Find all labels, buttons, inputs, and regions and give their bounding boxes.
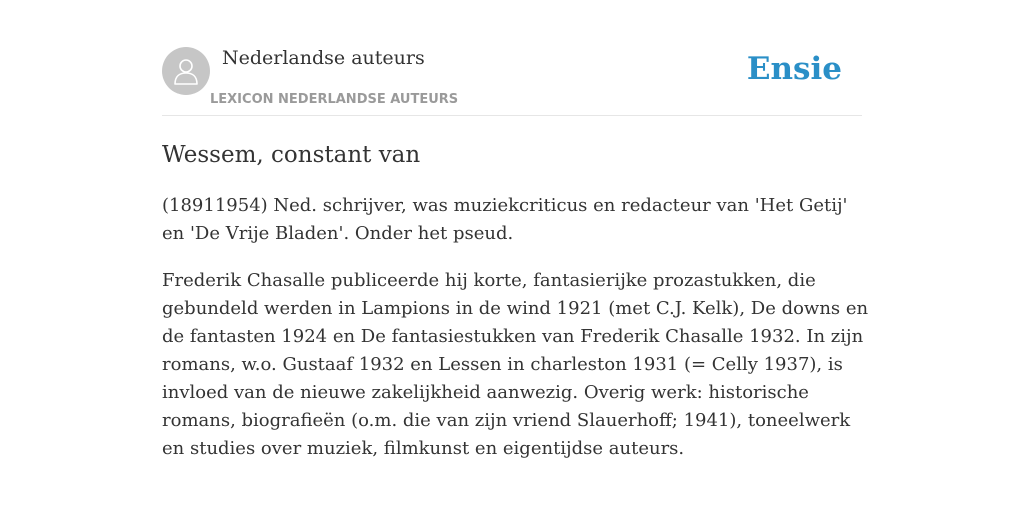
entry-paragraph: (18911954) Ned. schrijver, was muziekcriticus en redacteur van 'Het Getij' en 'De Vrije Bladen'. Onder het pseud. xyxy=(162,195,848,244)
avatar[interactable] xyxy=(162,47,210,95)
entry-title: Wessem, constant van xyxy=(162,142,421,168)
brand-logo-link[interactable]: Ensie xyxy=(746,51,842,87)
lexicon-label: LEXICON NEDERLANDSE AUTEURS xyxy=(210,92,459,107)
header xyxy=(162,0,862,116)
author-name-link[interactable]: Nederlandse auteurs xyxy=(222,47,425,69)
user-icon xyxy=(172,56,200,86)
entry-paragraph: Frederik Chasalle publiceerde hij korte, fantasierijke prozastukken, die gebundeld werden in Lampions in de wind 1921 (met C.J. Kelk), De downs en de fantasten 1924 en De fantasiestukken van Frederik Chasalle 1932. In zijn romans, w.o. Gustaaf 1932 en Lessen in charleston 1931 (= Celly 1937), is invloed van de nieuwe zakelijkheid aanwezig. Overig werk: historische romans, biografieën (o.m. die van zijn vriend Slauerhoff; 1941), toneelwerk en studies over muziek, filmkunst en eigentijdse auteurs. xyxy=(162,270,869,459)
